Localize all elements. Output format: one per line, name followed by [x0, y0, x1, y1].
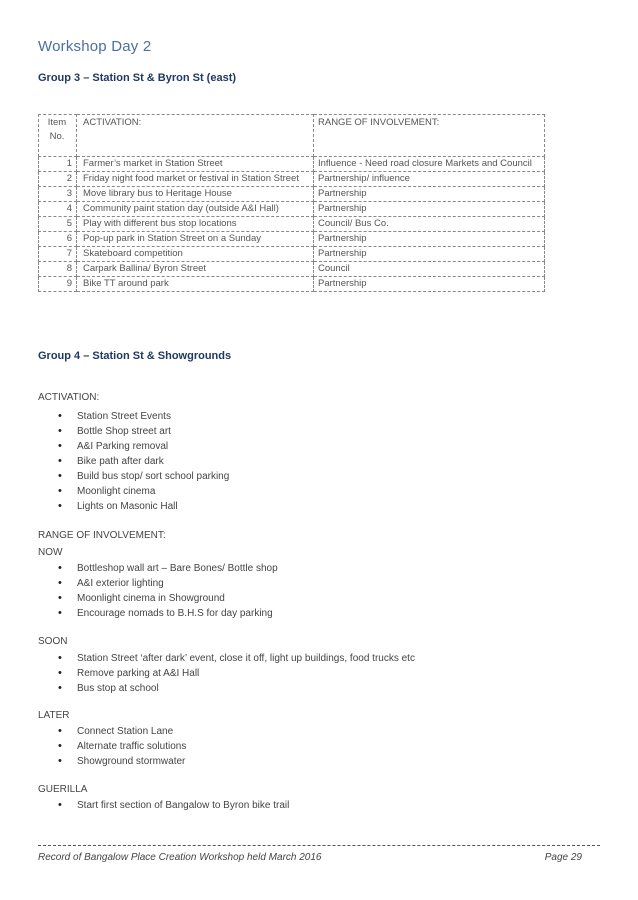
row-item-no: 7 [39, 247, 77, 262]
list-item: • Bike path after dark [56, 454, 229, 469]
row-activation: Friday night food market or festival in Station Street [77, 172, 314, 187]
row-involvement: Council [314, 262, 545, 277]
header-activation: ACTIVATION: [77, 115, 314, 157]
row-involvement: Partnership [314, 202, 545, 217]
row-item-no: 2 [39, 172, 77, 187]
soon-list [56, 651, 415, 696]
row-activation: Community paint station day (outside A&I Hall) [77, 202, 314, 217]
row-item-no: 6 [39, 232, 77, 247]
row-item-no: 4 [39, 202, 77, 217]
list-item: • Bottle Shop street art [56, 424, 229, 439]
list-item: • Moonlight cinema in Showground [56, 591, 278, 606]
row-involvement: Partnership [314, 187, 545, 202]
row-involvement: Partnership/ influence [314, 172, 545, 187]
list-item: • Connect Station Lane [56, 724, 186, 739]
list-item: • Showground stormwater [56, 754, 186, 769]
footer [38, 852, 582, 863]
group-3-heading: Group 3 – Station St & Byron St (east) [38, 72, 237, 84]
footer-divider [38, 845, 600, 846]
table-header-row [39, 115, 545, 157]
list-item: • A&I Parking removal [56, 439, 229, 454]
activation-table [38, 114, 545, 292]
table-row [39, 247, 545, 262]
row-activation: Carpark Ballina/ Byron Street [77, 262, 314, 277]
guerilla-list [56, 798, 289, 813]
row-activation: Farmer’s market in Station Street [77, 157, 314, 172]
list-item: • Moonlight cinema [56, 484, 229, 499]
row-activation: Bike TT around park [77, 277, 314, 292]
header-item-no [39, 115, 77, 157]
later-list [56, 724, 186, 769]
row-item-no: 1 [39, 157, 77, 172]
table-row [39, 187, 545, 202]
row-activation: Play with different bus stop locations [77, 217, 314, 232]
list-item: • Remove parking at A&I Hall [56, 666, 415, 681]
list-item: • Build bus stop/ sort school parking [56, 469, 229, 484]
row-activation: Pop-up park in Station Street on a Sunday [77, 232, 314, 247]
list-item: • Lights on Masonic Hall [56, 499, 229, 514]
page-title: Workshop Day 2 [38, 38, 152, 55]
now-list [56, 561, 278, 621]
row-item-no: 9 [39, 277, 77, 292]
row-involvement: Partnership [314, 247, 545, 262]
soon-label: SOON [38, 636, 68, 647]
list-item: • Alternate traffic solutions [56, 739, 186, 754]
involvement-label: RANGE OF INVOLVEMENT: [38, 530, 166, 541]
list-item: • Encourage nomads to B.H.S for day parking [56, 606, 278, 621]
group-4-heading: Group 4 – Station St & Showgrounds [38, 350, 232, 362]
page-number: Page 29 [544, 852, 582, 863]
row-activation: Move library bus to Heritage House [77, 187, 314, 202]
row-involvement: Partnership [314, 277, 545, 292]
list-item: • Start first section of Bangalow to Byron bike trail [56, 798, 289, 813]
header-item-label: Item [47, 117, 67, 128]
activation-list [56, 409, 229, 514]
header-involvement: RANGE OF INVOLVEMENT: [314, 115, 545, 157]
list-item: • Station Street ‘after dark’ event, close it off, light up buildings, food trucks etc [56, 651, 415, 666]
row-involvement: Influence - Need road closure Markets and Council [314, 157, 545, 172]
later-label: LATER [38, 710, 70, 721]
list-item: • Bottleshop wall art – Bare Bones/ Bottle shop [56, 561, 278, 576]
row-involvement: Council/ Bus Co. [314, 217, 545, 232]
row-item-no: 8 [39, 262, 77, 277]
row-item-no: 5 [39, 217, 77, 232]
header-no-label: No. [49, 131, 65, 142]
table-row [39, 232, 545, 247]
list-item: • A&I exterior lighting [56, 576, 278, 591]
table-row [39, 217, 545, 232]
now-label: NOW [38, 547, 63, 558]
table-row [39, 172, 545, 187]
footer-text: Record of Bangalow Place Creation Workshop held March 2016 [38, 852, 322, 863]
row-involvement: Partnership [314, 232, 545, 247]
row-item-no: 3 [39, 187, 77, 202]
row-activation: Skateboard competition [77, 247, 314, 262]
list-item: • Station Street Events [56, 409, 229, 424]
activation-label: ACTIVATION: [38, 392, 100, 403]
guerilla-label: GUERILLA [38, 784, 88, 795]
table-row [39, 157, 545, 172]
table-row [39, 202, 545, 217]
table-row [39, 262, 545, 277]
table-row [39, 277, 545, 292]
list-item: • Bus stop at school [56, 681, 415, 696]
